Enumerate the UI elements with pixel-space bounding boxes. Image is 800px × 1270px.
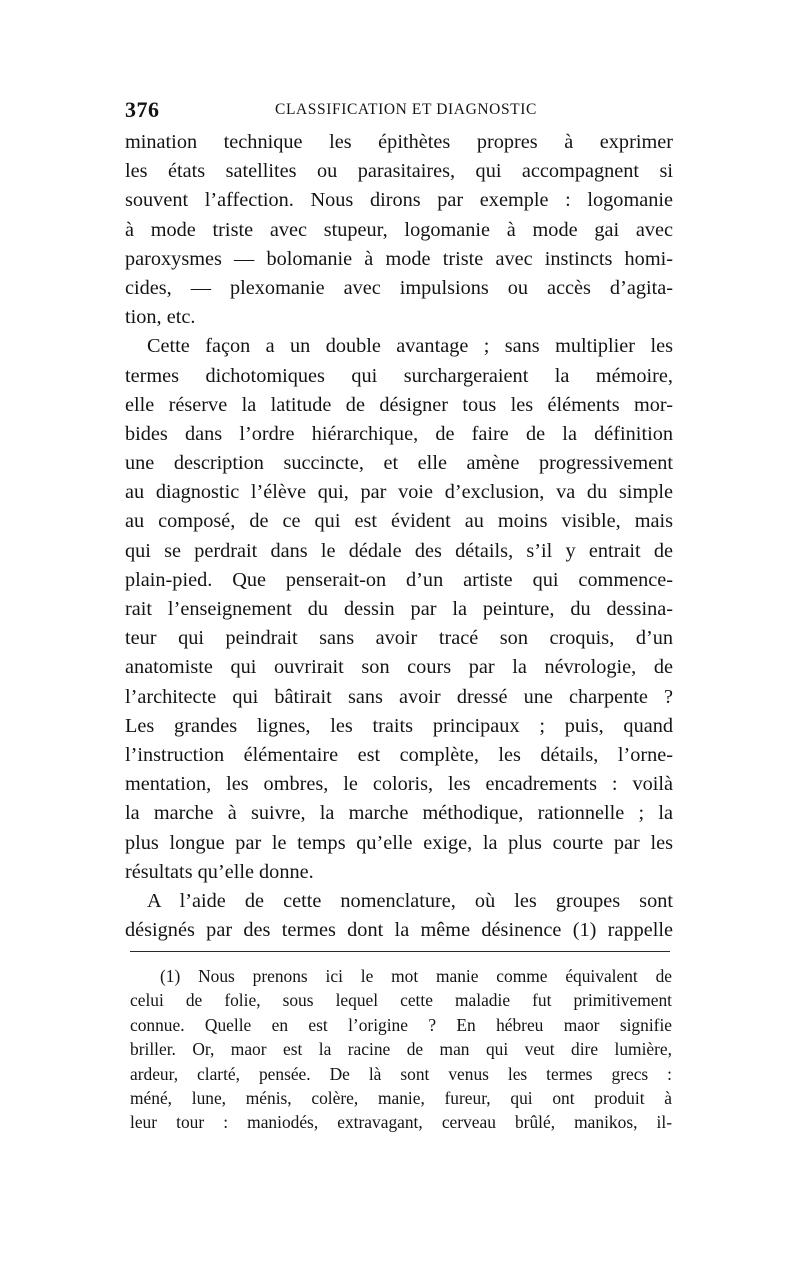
footnote-line: méné, lune, ménis, colère, manie, fureur, qui ont produit à bbox=[130, 1087, 672, 1108]
text-line: cides, — plexomanie avec impulsions ou accès d’agita- bbox=[125, 276, 673, 299]
body-text bbox=[125, 128, 673, 945]
text-line: une description succincte, et elle amène progressivement bbox=[125, 452, 673, 475]
footnote-line: leur tour : maniodés, extravagant, cerveau brûlé, manikos, il- bbox=[130, 1112, 672, 1133]
text-line: résultats qu’elle donne. bbox=[125, 860, 314, 883]
text-line: plain-pied. Que penserait-on d’un artiste qui commence- bbox=[125, 568, 673, 591]
text-line: l’architecte qui bâtirait sans avoir dressé une charpente ? bbox=[125, 685, 673, 708]
text-line: l’instruction élémentaire est complète, les détails, l’orne- bbox=[125, 743, 673, 766]
text-line: mentation, les ombres, le coloris, les encadrements : voilà bbox=[125, 773, 673, 796]
text-line: paroxysmes — bolomanie à mode triste avec instincts homi- bbox=[125, 247, 673, 270]
footnote-line: connue. Quelle en est l’origine ? En hébreu maor signifie bbox=[130, 1014, 672, 1035]
footnote-line: (1) Nous prenons ici le mot manie comme équivalent de bbox=[160, 966, 672, 986]
text-line: anatomiste qui ouvrirait son cours par la névrologie, de bbox=[125, 656, 673, 679]
text-line: plus longue par le temps qu’elle exige, la plus courte par les bbox=[125, 831, 673, 854]
text-line: à mode triste avec stupeur, logomanie à mode gai avec bbox=[125, 218, 673, 241]
text-line: au diagnostic l’élève qui, par voie d’exclusion, va du simple bbox=[125, 481, 673, 504]
text-line: désignés par des termes dont la même désinence (1) rappelle bbox=[125, 919, 673, 942]
text-line: mination technique les épithètes propres à exprimer bbox=[125, 131, 673, 153]
footnote-line: celui de folie, sous lequel cette maladie fut primitivement bbox=[130, 990, 672, 1011]
page-number: 376 bbox=[125, 97, 160, 122]
text-line: teur qui peindrait sans avoir tracé son croquis, d’un bbox=[125, 627, 673, 650]
paragraph-start-line: Cette façon a un double avantage ; sans multiplier les bbox=[147, 335, 673, 358]
footnote-line: briller. Or, maor est la racine de man qui veut dire lumière, bbox=[130, 1039, 672, 1060]
text-line: tion, etc. bbox=[125, 306, 196, 329]
text-line: bides dans l’ordre hiérarchique, de faire de la définition bbox=[125, 422, 673, 445]
footnote bbox=[130, 964, 672, 1135]
text-line: la marche à suivre, la marche méthodique, rationnelle ; la bbox=[125, 802, 673, 825]
text-line: elle réserve la latitude de désigner tous les éléments mor- bbox=[125, 393, 673, 416]
text-line: au composé, de ce qui est évident au moins visible, mais bbox=[125, 510, 673, 533]
text-line: les états satellites ou parasitaires, qui accompagnent si bbox=[125, 160, 673, 183]
text-line: souvent l’affection. Nous dirons par exemple : logomanie bbox=[125, 189, 673, 212]
footnote-rule bbox=[130, 951, 670, 952]
text-line: Les grandes lignes, les traits principaux ; puis, quand bbox=[125, 714, 673, 737]
paragraph-start-line: A l’aide de cette nomenclature, où les groupes sont bbox=[147, 889, 673, 912]
running-head: CLASSIFICATION ET DIAGNOSTIC bbox=[275, 101, 537, 118]
text-line: rait l’enseignement du dessin par la peinture, du dessina- bbox=[125, 598, 673, 620]
page-header bbox=[125, 97, 673, 123]
footnote-line: ardeur, clarté, pensée. De là sont venus les termes grecs : bbox=[130, 1063, 672, 1084]
text-line: qui se perdrait dans le dédale des détails, s’il y entrait de bbox=[125, 539, 673, 562]
text-line: termes dichotomiques qui surchargeraient la mémoire, bbox=[125, 364, 673, 387]
